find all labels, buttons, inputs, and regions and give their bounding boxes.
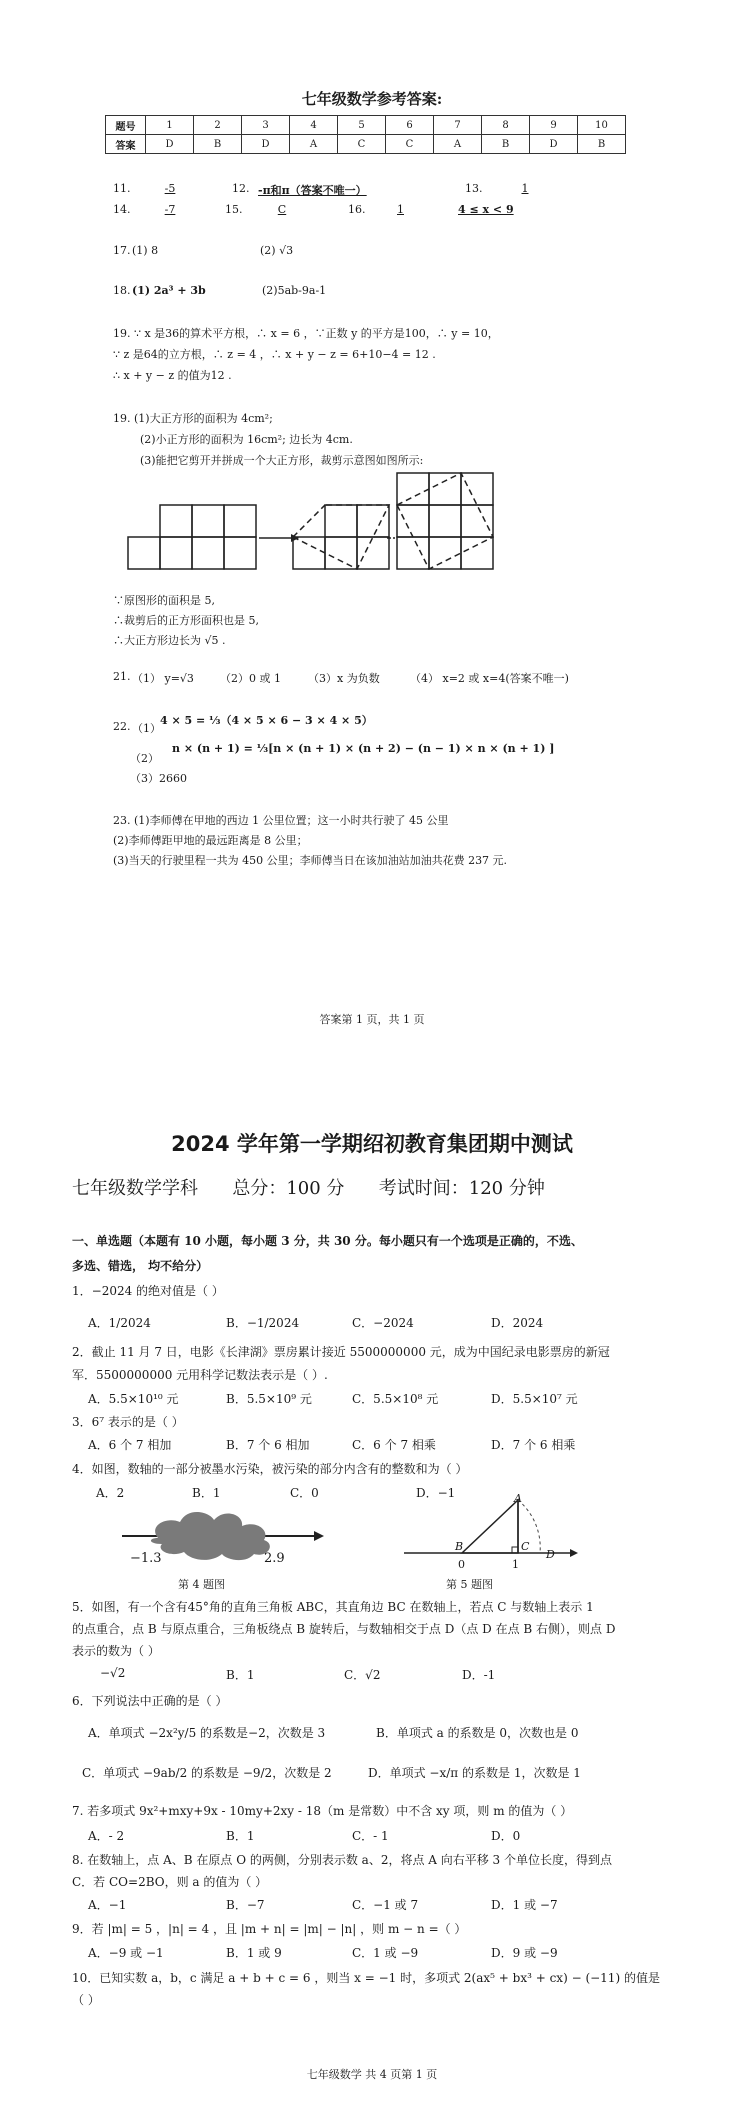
answer-table-answer-row [106,135,626,154]
q4-stem: 4．如图，数轴的一部分被墨水污染，被污染的部分内含有的整数和为（ ） [72,1462,468,1476]
exam-title: 2024 学年第一学期绍初教育集团期中测试 [171,1132,573,1156]
answer-table-cell: 7 [434,116,482,135]
q10-stem-line1: 10．已知实数 a，b，c 满足 a + b + c = 6 ，则当 x = −1 时，多项式 2(ax⁵ + bx³ + cx) − (−11) 的值是 [72,1971,660,1985]
q4-option-c: C．0 [290,1486,319,1500]
q12-label: 12. [232,182,250,195]
q16-label: 16. [348,203,366,216]
q4-option-b: B．1 [192,1486,221,1500]
square-cutting-diagram [125,470,495,580]
q8-option-b: B．−7 [226,1898,265,1912]
q18-label: 18. [113,284,131,297]
answer-table-cell: 5 [338,116,386,135]
q21-label: 21. [113,670,131,683]
answer-table-cell: 10 [578,116,626,135]
q22-label: 22. [113,720,131,733]
q3-option-c: C．6 个 7 相乘 [352,1438,436,1452]
q8-option-c: C．−1 或 7 [352,1898,419,1912]
answer-table-row-label: 答案 [106,135,146,154]
answer-table-cell: C [386,135,434,154]
q6-option-d: D．单项式 −x/π 的系数是 1，次数是 1 [368,1766,581,1780]
q15-label: 15. [225,203,243,216]
exam-subtitle: 七年级数学学科 总分：100 分 考试时间：120 分钟 [72,1178,545,1199]
q12-answer: -π和π（答案不唯一） [258,184,367,197]
q2-option-d: D．5.5×10⁷ 元 [491,1392,578,1406]
answer-table-cell: D [242,135,290,154]
answer-table-cell: D [146,135,194,154]
q3-stem: 3．6⁷ 表示的是（ ） [72,1415,184,1429]
answer-table-cell: 6 [386,116,434,135]
q2-stem-line1: 2．截止 11 月 7 日，电影《长津湖》票房累计接近 5500000000 元，成为中国纪录电影票房的新冠 [72,1345,610,1359]
q3-option-a: A．6 个 7 相加 [88,1438,172,1452]
answer-table-row-label: 题号 [106,116,146,135]
q9-option-b: B．1 或 9 [226,1946,282,1960]
q2-stem-line2: 军．5500000000 元用科学记数法表示是（ ）. [72,1368,328,1382]
q19a-line3: ∴ x + y − z 的值为12 . [113,369,232,382]
q5-option-d: D．-1 [462,1668,496,1682]
q2-option-c: C．5.5×10⁸ 元 [352,1392,439,1406]
q23-line2: (2)李师傅距甲地的最远距离是 8 公里； [113,834,308,847]
q11-label: 11. [113,182,131,195]
q21-part2: （2）0 或 1 [220,672,281,685]
q4-option-d: D．−1 [416,1486,456,1500]
q18-part2: (2)5ab-9a-1 [262,284,327,297]
answer-table-number-row [106,116,626,135]
q17-label: 17. [113,244,131,257]
q13-label: 13. [465,182,483,195]
q19b-line3: (3)能把它剪开并拼成一个大正方形，裁剪示意图如图所示: [140,454,424,467]
q8-option-d: D．1 或 −7 [491,1898,558,1912]
q9-option-c: C．1 或 −9 [352,1946,419,1960]
q7-option-c: C．- 1 [352,1829,389,1843]
section1-heading-line2: 多选、错选， 均不给分） [72,1259,209,1273]
q17-part1: (1) 8 [132,244,159,257]
q5-option-c: C．√2 [344,1668,381,1682]
q9-option-d: D．9 或 −9 [491,1946,558,1960]
q1-option-d: D．2024 [491,1316,544,1330]
q23-line1: 23. (1)李师傅在甲地的西边 1 公里位置；这一小时共行驶了 45 公里 [113,814,449,827]
q9-stem: 9．若 |m| = 5 ，|n| = 4 ，且 |m + n| = |m| − |n| ，则 m − n =（ ） [72,1922,467,1936]
answer-table [105,115,626,154]
q19b-line2: (2)小正方形的面积为 16cm²; 边长为 4cm. [140,433,353,446]
q18-part1: (1) 2a³ + 3b [132,284,206,297]
q2-option-a: A．5.5×10¹⁰ 元 [88,1392,179,1406]
answer-table-cell: A [434,135,482,154]
q5-stem-line3: 表示的数为（ ） [72,1644,160,1658]
q22-part1-label: （1） [132,722,161,735]
q22-part2-label: （2） [130,752,159,765]
answer-table-cell: C [338,135,386,154]
answer-table-cell: B [482,135,530,154]
q22-part2-formula: n × (n + 1) = ⅓[n × (n + 1) × (n + 2) − (n − 1) × n × (n + 1) ] [172,742,555,755]
q22-part3: （3）2660 [130,772,187,785]
q1-stem: 1．−2024 的绝对值是（ ） [72,1284,224,1298]
q22-part1-formula: 4 × 5 = ⅓（4 × 5 × 6 − 3 × 4 × 5） [160,714,373,727]
q19b-line6: ∴大正方形边长为 √5 . [113,634,226,647]
figure-4-right-value: 2.9 [264,1551,285,1566]
q21-part3: （3）x 为负数 [308,672,380,685]
figure-4-left-value: −1.3 [130,1551,162,1566]
q3-option-b: B．7 个 6 相加 [226,1438,310,1452]
q23-line3: (3)当天的行驶里程一共为 450 公里；李师傅当日在该加油站加油共花费 237 元. [113,854,508,867]
q8-stem-line1: 8. 在数轴上，点 A、B 在原点 O 的两侧，分别表示数 a、2，将点 A 向右平移 3 个单位长度，得到点 [72,1853,613,1867]
answer-table-cell: 3 [242,116,290,135]
q19b-line1: 19. (1)大正方形的面积为 4cm²; [113,412,273,425]
answer-table-cell: D [530,135,578,154]
q21-part1: （1） y=√3 [132,672,194,685]
answer-table-cell: 9 [530,116,578,135]
q5-option-b: B．1 [226,1668,255,1682]
figure-5-tick-1: 1 [512,1558,519,1571]
answer-sheet-footer: 答案第 1 页，共 1 页 [319,1013,425,1026]
q1-option-a: A．1/2024 [88,1316,151,1330]
figure-5-point-a: A [514,1492,522,1505]
q1-option-c: C．−2024 [352,1316,414,1330]
q7-option-a: A．- 2 [88,1829,125,1843]
q10-stem-line2: （ ） [72,1993,100,2007]
q13-answer: 1 [521,182,529,195]
figure-4-caption: 第 4 题图 [178,1578,225,1591]
q5-option-a: −√2 [100,1666,126,1680]
q5-stem-line1: 5．如图，有一个含有45°角的直角三角板 ABC，其直角边 BC 在数轴上，若点 C 与数轴上表示 1 [72,1600,594,1614]
q16-answer-1: 1 [397,203,404,216]
figure-5-caption: 第 5 题图 [446,1578,493,1591]
q7-option-d: D．0 [491,1829,521,1843]
q1-option-b: B．−1/2024 [226,1316,300,1330]
answer-table-cell: B [194,135,242,154]
answer-table-cell: 4 [290,116,338,135]
q7-stem: 7. 若多项式 9x²+mxy+9x - 10my+2xy - 18（m 是常数）中不含 xy 项，则 m 的值为（ ） [72,1804,573,1818]
section1-heading-line1: 一、单选题（本题有 10 小题，每小题 3 分，共 30 分。每小题只有一个选项是正确的，不选、 [72,1234,583,1248]
q11-answer: -5 [164,182,176,195]
q19a-line1: 19. ∵ x 是36的算术平方根，∴ x = 6 ，∵正数 y 的平方是100，∴ y = 10， [113,327,499,340]
q14-label: 14. [113,203,131,216]
answer-table-cell: 2 [194,116,242,135]
q9-option-a: A．−9 或 −1 [88,1946,164,1960]
q6-option-c: C．单项式 −9ab/2 的系数是 −9/2，次数是 2 [82,1766,332,1780]
answer-sheet-title: 七年级数学参考答案: [301,90,443,108]
q19b-line4: ∵原图形的面积是 5, [113,594,215,607]
q6-option-a: A．单项式 −2x²y/5 的系数是−2，次数是 3 [88,1726,326,1740]
q8-option-a: A．−1 [88,1898,127,1912]
q6-stem: 6．下列说法中正确的是（ ） [72,1694,228,1708]
q2-option-b: B．5.5×10⁹ 元 [226,1392,312,1406]
exam-footer: 七年级数学 共 4 页第 1 页 [306,2068,438,2081]
q15-answer: C [277,203,287,216]
q21-part4: （4） x=2 或 x=4(答案不唯一) [410,672,569,685]
q14-answer: -7 [164,203,176,216]
q6-option-b: B．单项式 a 的系数是 0，次数也是 0 [376,1726,579,1740]
q19a-line2: ∵ z 是64的立方根，∴ z = 4 ，∴ x + y − z = 6+10−4 = 12 . [113,348,436,361]
q3-option-d: D．7 个 6 相乘 [491,1438,576,1452]
q17-part2: (2) √3 [260,244,294,257]
q5-stem-line2: 的点重合，点 B 与原点重合，三角板绕点 B 旋转后，与数轴相交于点 D（点 D 在点 B 右侧），则点 D [72,1622,616,1636]
figure-5-point-c: C [521,1540,530,1553]
answer-table-cell: 1 [146,116,194,135]
q4-option-a: A．2 [96,1486,125,1500]
q8-stem-line2: C．若 CO=2BO，则 a 的值为（ ） [72,1875,268,1889]
answer-table-cell: B [578,135,626,154]
answer-table-cell: A [290,135,338,154]
figure-5-tick-0: 0 [458,1558,465,1571]
q16-answer-2: 4 ≤ x < 9 [458,203,514,216]
q19b-line5: ∴裁剪后的正方形面积也是 5, [113,614,259,627]
answer-table-cell: 8 [482,116,530,135]
figure-5-point-d: D [546,1548,555,1561]
q7-option-b: B．1 [226,1829,255,1843]
figure-5-point-b: B [455,1540,464,1553]
